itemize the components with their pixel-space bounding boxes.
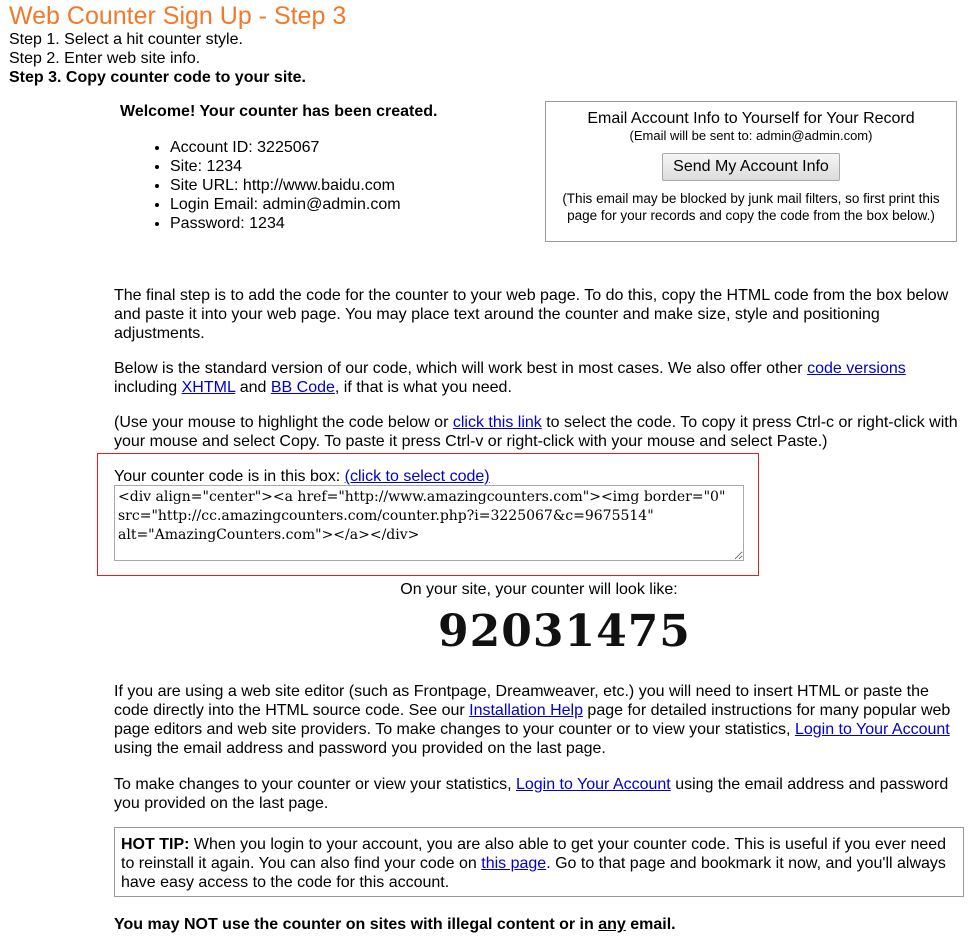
- site-url: • Site URL: http://www.baidu.com: [170, 176, 520, 195]
- email-box-subtitle: (Email will be sent to: admin@admin.com): [629, 128, 873, 143]
- statistics-paragraph: To make changes to your counter or view your statistics, Login to Your Account using the email address and password you provided on the last page.: [114, 776, 949, 812]
- xhtml-link[interactable]: XHTML: [181, 379, 236, 396]
- usage-warning: You may NOT use the counter on sites with illegal content or in any email.: [114, 916, 676, 933]
- counter-preview-image: 92031475: [438, 606, 691, 657]
- counter-code-textarea[interactable]: [114, 485, 744, 561]
- email-box-note: (This email may be blocked by junk mail filters, so first print this page for your records and copy the code from the box below.): [562, 191, 940, 223]
- site-name: • Site: 1234: [170, 157, 520, 176]
- this-page-link[interactable]: this page: [481, 855, 547, 872]
- select-code-link[interactable]: click this link: [452, 414, 542, 431]
- password: • Password: 1234: [170, 214, 520, 233]
- copy-instructions-paragraph: (Use your mouse to highlight the code below or click this link to select the code. To copy it press Ctrl-c or right-click with your mouse and select Copy. To paste it press Ctrl-v or right-click with your mouse and select Paste.): [114, 414, 958, 450]
- code-versions-paragraph: Below is the standard version of our code, which will work best in most cases. We also offer other code versions including XHTML and BB Code, if that is what you need.: [114, 360, 906, 396]
- page-title: Web Counter Sign Up - Step 3: [9, 2, 347, 30]
- step-3-current: Step 3. Copy counter code to your site.: [9, 69, 306, 86]
- login-to-account-link-2[interactable]: Login to Your Account: [515, 776, 671, 793]
- click-to-select-code-link[interactable]: (click to select code): [344, 468, 490, 485]
- welcome-section: [120, 102, 520, 233]
- send-account-info-button[interactable]: Send My Account Info: [662, 153, 840, 181]
- login-email: • Login Email: admin@admin.com: [170, 195, 520, 214]
- editor-help-paragraph: If you are using a web site editor (such as Frontpage, Dreamweaver, etc.) you will need to insert HTML or paste the code directly into the HTML source code. See our Installation Help page for detailed instructions for many popular web page editors and web site providers. To make changes to your counter or to view your statistics, Login to Your Account using the email address and password you provided on the last page.: [114, 683, 951, 757]
- installation-help-link[interactable]: Installation Help: [469, 702, 583, 719]
- warning-emphasis: any: [598, 916, 626, 933]
- counter-preview-label: On your site, your counter will look like:: [400, 581, 678, 598]
- code-box-label: Your counter code is in this box: (click to select code): [114, 468, 490, 485]
- instructions-paragraph: The final step is to add the code for the counter to your web page. To do this, copy the HTML code from the box below and paste it into your web page. You may place text around the counter and make size, style and positioning adjustments.: [114, 287, 949, 342]
- email-box-title: Email Account Info to Yourself for Your Record: [587, 110, 915, 127]
- hot-tip-label: HOT TIP:: [121, 836, 190, 853]
- email-account-info-box: [545, 101, 957, 242]
- login-to-account-link[interactable]: Login to Your Account: [794, 721, 950, 738]
- step-1: Step 1. Select a hit counter style.: [9, 31, 243, 48]
- step-2: Step 2. Enter web site info.: [9, 50, 201, 67]
- steps-list: [9, 30, 306, 87]
- account-details-list: [120, 138, 520, 233]
- counter-code-box: [97, 453, 759, 576]
- bb-code-link[interactable]: BB Code: [270, 379, 335, 396]
- code-versions-link[interactable]: code versions: [807, 360, 906, 377]
- hot-tip-box: HOT TIP: When you login to your account, you are also able to get your counter code. This is useful if you ever need to reinstall it again. You can also find your code on this page. Go to that page and bookmark it now, and you'll always have easy access to the code for this account.: [114, 827, 964, 897]
- account-id: • Account ID: 3225067: [170, 138, 520, 157]
- welcome-heading: Welcome! Your counter has been created.: [120, 103, 438, 120]
